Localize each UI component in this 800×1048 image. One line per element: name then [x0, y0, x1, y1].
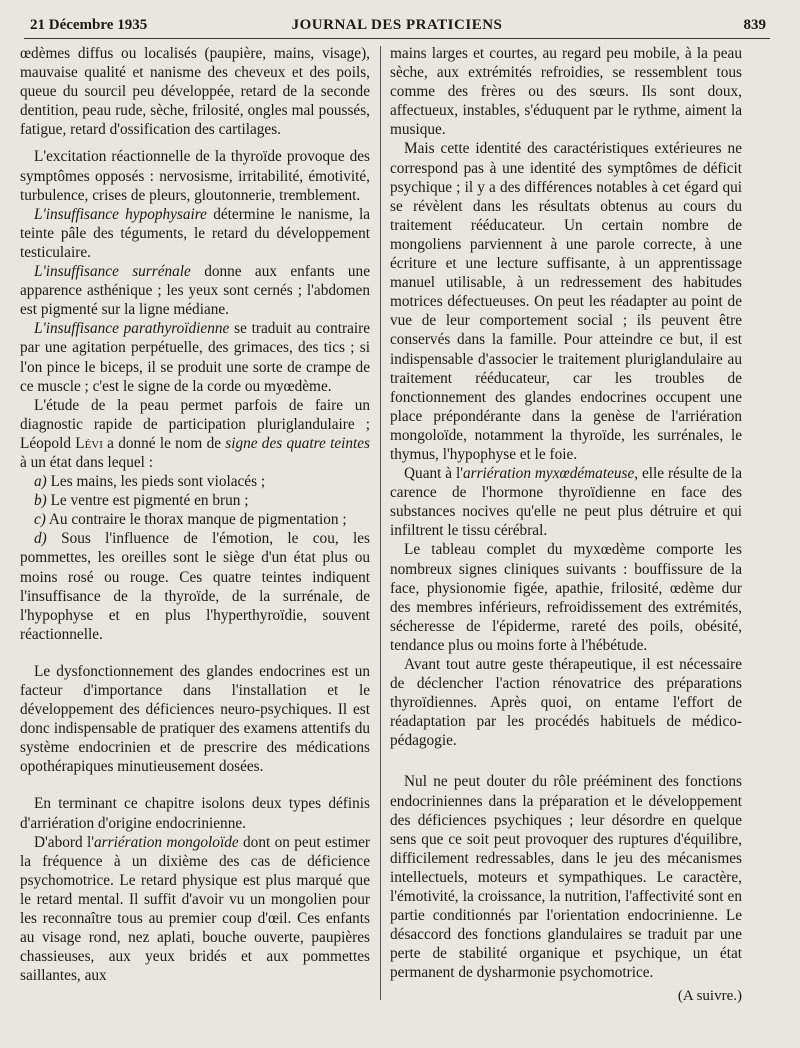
paragraph-skin-study: [20, 396, 370, 472]
skin-study-text-b: a donné le nom de: [102, 434, 226, 452]
paragraph-dysfunction: Le dysfonctionnement des glandes endocrines est un facteur d'importance dans l'installation et le développement des déficiences neuro-psychiques. Il est donc indispensable de pratiquer des examens attentifs du système endocrinien et de prescrire des médications opothérapiques minutieusement dosées.: [20, 662, 370, 776]
skin-study-text-c: à un état dans lequel :: [20, 453, 153, 471]
list-label-b: b): [34, 492, 47, 510]
paragraph-surrenale-text: donne aux enfants une apparence asthénique ; les yeux sont cernés ; l'abdomen est pigmenté sur la ligne médiane.: [20, 263, 370, 319]
column-divider: [380, 46, 381, 1000]
term-arrieration-mongoloide: arriération mongoloïde: [94, 833, 239, 851]
term-surrenale: L'insuffisance surrénale: [34, 263, 191, 281]
paragraph-myxoedemateuse: [390, 464, 742, 540]
to-be-continued: (A suivre.): [677, 987, 742, 1004]
myxoedemateuse-text-rest: , elle résulte de la carence de l'hormone thyroïdienne en face des substances nocives qu'elle ne peut plus détruire et qui infiltrent le tissu cérébral.: [390, 465, 743, 540]
header-date: 21 Décembre 1935: [30, 17, 148, 33]
page-number: 839: [743, 17, 766, 33]
paragraph-thyroid-excitation: L'excitation réactionnelle de la thyroïde provoque des symptômes opposés : nervosisme, irritabilité, émotivité, turbulence, crises de pleurs, gloutonnerie, tremblement.: [20, 148, 370, 204]
left-column: [20, 44, 370, 985]
paragraph-therapy: Avant tout autre geste thérapeutique, il est nécessaire de déclencher l'action rénovatrice des préparations thyroïdiennes. Après quoi, on entame l'effort de réadaptation par les procédés habituels de médico-pédagogie.: [390, 656, 742, 750]
list-text-c: Au contraire le thorax manque de pigmentation ;: [45, 511, 347, 529]
paragraph-hypophysaire: [20, 205, 370, 262]
term-quatre-teintes: signe des quatre teintes: [225, 434, 370, 452]
paragraph-mongoloid-continued: mains larges et courtes, au regard peu mobile, à la peau sèche, aux extrémités refroidies, se ressemblent tous comme des frères ou des sœurs. Ils sont doux, affectueux, instables, s'éduquent par le rythme, aiment la musique.: [390, 45, 742, 139]
list-item-b: [20, 491, 370, 510]
list-text-b: Le ventre est pigmenté en brun ;: [46, 492, 249, 510]
right-column: [390, 44, 742, 1006]
list-label-c: c): [34, 511, 46, 529]
list-label-d: d): [34, 530, 47, 548]
paragraph-two-types: En terminant ce chapitre isolons deux types définis d'arriération d'origine endocrinienne.: [20, 795, 370, 832]
term-parathyroidienne: L'insuffisance parathyroïdienne: [34, 320, 230, 338]
paragraph-parathyroidienne-text: se traduit au contraire par une agitation perpétuelle, des grimaces, des tics ; si l'on pince le biceps, il se produit une sorte de crampe de ce muscle ; c'est le signe de la corde ou myœdème.: [20, 320, 370, 395]
mongoloid-text-a: D'abord l': [34, 833, 95, 851]
term-hypophysaire: L'insuffisance hypophysaire: [34, 205, 207, 223]
paragraph-parathyroidienne: [20, 319, 370, 395]
paragraph-conclusion: Nul ne peut douter du rôle prééminent des fonctions endocriniennes dans la préparation et le développement des déficiences psychiques ; leur désordre en quelque sens que ce soit peut provoquer des ruptures d'équilibre, difficilement redressables, dans le jeu des mécanismes intellectuels, moteurs et sympathiques. Le caractère, l'émotivité, la croissance, la nutrition, l'affectivité sont en partie conditionnés par l'orientation endocrinienne. Le désaccord des fonctions glandulaires se traduit par une perte de stabilité organique et psychique, un état permanent de dysharmonie psychomotrice.: [390, 773, 742, 982]
term-arrieration-myxoedemateuse: arriération myxœdémateuse: [462, 465, 635, 483]
list-item-c: [20, 510, 370, 529]
mongoloid-text-rest: dont on peut estimer la fréquence à un dixième des cas de déficience psychomotrice. Le retard physique est plus marqué que le retard mental. Il suffit d'avoir vu un mongolien pour les reconnaître tous au premier coup d'œil. Ces enfants au visage rond, nez aplati, bouche ouverte, paupières chassieuses, aux yeux bridés et aux pommettes saillantes, aux: [20, 833, 371, 985]
paragraph-identity: Mais cette identité des caractéristiques extérieures ne correspond pas à une identité des symptômes de déficit psychique ; il y a des différences notables à cet égard qui se révèlent dans les résultats obtenus au cours du traitement rééducateur. Un certain nombre de mongoliens parviennent à une parole correcte, à une écriture et une lecture suffisante, à un apprentissage manuel utilisable, à un redressement des habitudes motrices défectueuses. On peut les réadapter au point de vue de leur comportement social ; ils peuvent être conservés dans la famille. Pour atteindre ce but, il est indispensable d'associer le traitement pluriglandulaire au traitement rééducateur, car les troubles de fonctionnement des glandes endocrines occupent une place prépondérante dans la genèse de l'arriération mongoloïde, notamment la thyroïde, les surrénales, le thymus, l'hypophyse et le foie.: [390, 140, 742, 463]
skin-study-text-a: L'étude de la peau permet parfois de faire un diagnostic rapide de participation pluriglandulaire ; Léopold: [20, 396, 370, 452]
paragraph-myxedema-symptoms: œdèmes diffus ou localisés (paupière, mains, visage), mauvaise qualité et nanisme des cheveux et des poils, queue du sourcil peu développée, retard de la seconde dentition, peau rude, sèche, frilosité, ongles mal poussés, fatigue, retard d'ossification des cartilages.: [20, 45, 370, 139]
paragraph-myxedema-signs: Le tableau complet du myxœdème comporte les nombreux signes cliniques suivants : bouffissure de la face, physionomie figée, apathie, frilosité, œdème dur des membres inférieurs, refroidissement des extrémités, sécheresse de l'épiderme, rareté des poils, obésité, tendance plus ou moins forte à l'hébétude.: [390, 541, 742, 654]
paragraph-mongoloid: [20, 833, 370, 986]
list-text-a: Les mains, les pieds sont violacés ;: [46, 473, 266, 491]
running-header: [24, 14, 770, 39]
journal-title: JOURNAL DES PRATICIENS: [291, 17, 503, 33]
list-item-d: [20, 529, 370, 644]
author-name: Lévi: [75, 434, 103, 452]
list-label-a: a): [34, 473, 47, 491]
list-item-a: [20, 472, 370, 491]
myxoedemateuse-text-a: Quant à l': [404, 465, 463, 483]
paragraph-hypophysaire-text: détermine le nanisme, la teinte pâle des téguments, le retard du développement testiculaire.: [20, 205, 371, 261]
paragraph-surrenale: [20, 262, 370, 319]
list-text-d: Sous l'influence de l'émotion, le cou, les pommettes, les oreilles sont le siège d'un état plus ou moins rosé ou rouge. Ces quatre teintes indiquent l'insuffisance de la thyroïde, de la surrénale, de l'hypophyse et en plus l'hyperthyroïdie, souvent réactionnelle.: [20, 530, 370, 643]
